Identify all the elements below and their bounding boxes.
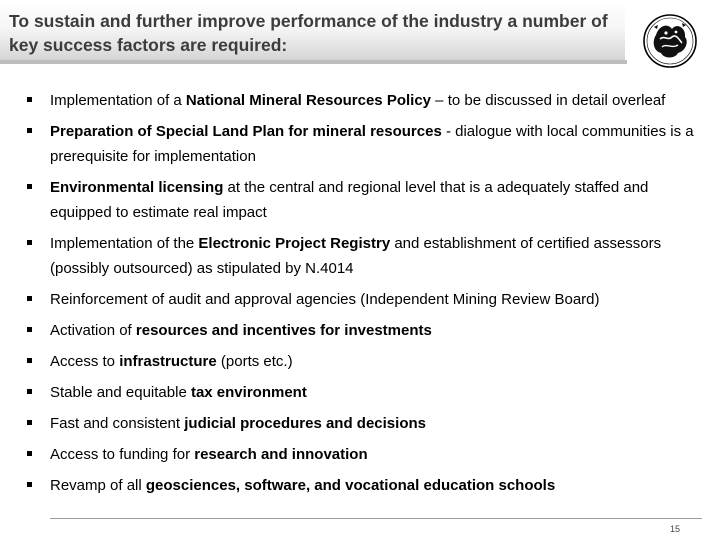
bullet-text: – to be discussed in detail overleaf xyxy=(431,92,666,109)
bullet-marker xyxy=(27,240,32,245)
bullet-item xyxy=(24,411,704,436)
bullet-text: - dialogue with local communities is a prerequisite for implementation xyxy=(50,123,694,165)
bullet-marker xyxy=(27,184,32,189)
bullet-bold-text: research and innovation xyxy=(194,446,368,463)
bullet-text: and establishment of certified assessors (possibly outsourced) as stipulated by N.4014 xyxy=(50,235,662,277)
bullet-item xyxy=(24,88,704,113)
bullet-text: Implementation of the xyxy=(50,235,199,252)
bullet-bold-text: tax environment xyxy=(190,384,307,401)
bullet-bold-text: Electronic Project Registry xyxy=(198,235,391,252)
slide-title: To sustain and further improve performance of the industry a number of key success factors are required: xyxy=(9,11,608,55)
bullet-marker xyxy=(27,97,32,102)
bullet-text: Activation of xyxy=(50,322,136,339)
bullet-marker xyxy=(27,389,32,394)
bullet-bold-text: Preparation of Special Land Plan for mineral resources xyxy=(50,123,442,140)
bullet-text: at the central and regional level that is a adequately staffed and equipped to estimate real impact xyxy=(50,179,649,221)
bullet-text: Fast and consistent xyxy=(50,415,185,432)
page-number: 15 xyxy=(669,524,680,534)
bullet-text: Reinforcement of audit and approval agencies (Independent Mining Review Board) xyxy=(50,291,600,308)
key-success-factors-list xyxy=(24,88,704,504)
bullet-item xyxy=(24,175,704,225)
bullet-item xyxy=(24,287,704,312)
bullet-text: Access to funding for xyxy=(50,446,195,463)
bullet-item xyxy=(24,318,704,343)
bullet-text: Implementation of a xyxy=(50,92,186,109)
bullet-marker xyxy=(27,420,32,425)
bullet-bold-text: resources and incentives for investments xyxy=(135,322,432,339)
bullet-marker xyxy=(27,296,32,301)
bullet-text: Revamp of all xyxy=(50,477,146,494)
bullet-bold-text: National Mineral Resources Policy xyxy=(185,92,432,109)
bullet-marker xyxy=(27,482,32,487)
footer-divider xyxy=(50,518,702,519)
bullet-item xyxy=(24,349,704,374)
bullet-item xyxy=(24,473,704,498)
bullet-marker xyxy=(27,327,32,332)
bullet-marker xyxy=(27,451,32,456)
bullet-text: Stable and equitable xyxy=(50,384,191,401)
bullet-marker xyxy=(27,128,32,133)
bullet-item xyxy=(24,231,704,281)
bullet-item xyxy=(24,442,704,467)
bullet-item xyxy=(24,119,704,169)
title-underline xyxy=(0,60,627,64)
bullet-bold-text: judicial procedures and decisions xyxy=(184,415,426,432)
ancient-coin-emblem-icon xyxy=(642,13,698,69)
bullet-text: (ports etc.) xyxy=(216,353,293,370)
bullet-bold-text: infrastructure xyxy=(119,353,217,370)
bullet-bold-text: Environmental licensing xyxy=(50,179,224,196)
bullet-marker xyxy=(27,358,32,363)
bullet-text: Access to xyxy=(50,353,120,370)
bullet-bold-text: geosciences, software, and vocational education schools xyxy=(145,477,556,494)
bullet-item xyxy=(24,380,704,405)
